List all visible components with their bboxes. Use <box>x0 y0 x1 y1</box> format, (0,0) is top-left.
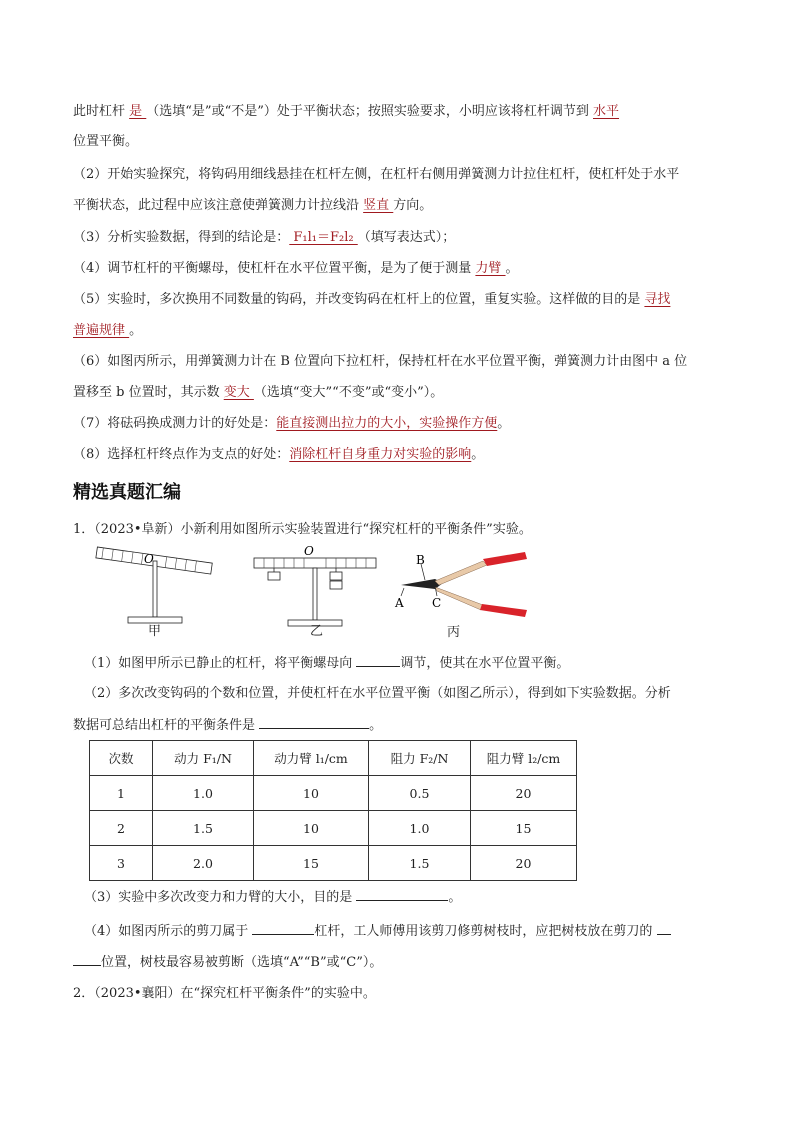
q1-s2a: （2）多次改变钩码的个数和位置，并使杠杆在水平位置平衡（如图乙所示），得到如下实验数据。分析 <box>84 686 671 701</box>
text: （4）调节杠杆的平衡螺母，使杠杆在水平位置平衡，是为了便于测量 <box>73 261 476 276</box>
answer-bigger: 变大 <box>223 385 254 400</box>
table-cell: 3 <box>90 846 153 881</box>
text: 。 <box>497 416 511 431</box>
line-6 <box>73 260 519 278</box>
caption-yi: 乙 <box>310 624 324 639</box>
answer-blank[interactable] <box>259 716 369 729</box>
line-3 <box>73 166 679 184</box>
table-cell: 1.0 <box>369 811 471 846</box>
text: （7）将砝码换成测力计的好处是： <box>73 416 277 431</box>
table-header: 阻力 F₂/N <box>369 741 471 776</box>
label-B: B <box>416 553 425 567</box>
text: 。 <box>448 890 462 905</box>
line-7 <box>73 291 670 309</box>
text: 。 <box>505 261 519 276</box>
line-8 <box>73 322 142 340</box>
table-row <box>90 846 577 881</box>
text: （3）分析实验数据，得到的结论是： <box>73 230 290 245</box>
q1-s3 <box>84 888 461 907</box>
line-2 <box>73 133 138 151</box>
answer-formula: F₁l₁＝F₂l₂ <box>289 230 358 245</box>
answer-vertical: 竖直 <box>363 198 394 213</box>
text: （填写表达式）； <box>357 230 456 245</box>
text: （5）实验时，多次换用不同数量的钩码，并改变钩码在杠杆上的位置，重复实验。这样做的目的是 <box>73 292 645 307</box>
answer-1: 是 <box>129 104 147 119</box>
grip-upper <box>483 552 527 566</box>
table-cell: 10 <box>254 776 369 811</box>
table-cell: 15 <box>254 846 369 881</box>
figure-bing <box>395 555 535 620</box>
text: 位置平衡。 <box>73 134 139 149</box>
weight-left <box>268 572 280 580</box>
label-O: O <box>304 544 314 558</box>
table-cell: 0.5 <box>369 776 471 811</box>
answer-arm: 力臂 <box>475 261 506 276</box>
stand-pole <box>153 561 157 617</box>
q1-s4a <box>84 922 671 941</box>
text: 位置，树枝最容易被剪断（选填“A”“B”或“C”）。 <box>101 955 383 970</box>
answer-blank[interactable] <box>356 654 400 667</box>
text: 。 <box>471 447 485 462</box>
grip-lower <box>480 604 527 617</box>
line-11 <box>73 415 510 433</box>
stand-pole <box>313 568 317 620</box>
table-header: 动力臂 l₁/cm <box>254 741 369 776</box>
q1-s2b <box>73 716 382 735</box>
answer-blank[interactable] <box>657 922 671 935</box>
text: 。 <box>369 718 383 733</box>
table-cell: 1.5 <box>369 846 471 881</box>
data-table <box>89 740 577 881</box>
table-cell: 2 <box>90 811 153 846</box>
handle-upper <box>435 561 487 585</box>
weight-right-2 <box>330 581 342 589</box>
q2-intro: 2．（2023•襄阳）在“探究杠杆平衡条件”的实验中。 <box>73 986 376 1001</box>
text: （选填“变大”“不变”或“变小”）。 <box>253 385 444 400</box>
table-cell: 2.0 <box>153 846 254 881</box>
table-header: 次数 <box>90 741 153 776</box>
answer-blank[interactable] <box>252 922 314 935</box>
table-cell: 20 <box>471 776 577 811</box>
caption-bing: 丙 <box>447 625 461 640</box>
answer-2: 水平 <box>593 104 620 119</box>
text: （6）如图丙所示，用弹簧测力计在 B 位置向下拉杠杆，保持杠杆在水平位置平衡，弹簧测力计由图中 a 位 <box>73 354 688 369</box>
weight-right-1 <box>330 572 342 580</box>
table-row <box>90 776 577 811</box>
answer-rule: 普遍规律 <box>73 323 130 338</box>
line-5 <box>73 229 455 247</box>
q1-intro: 1．（2023•阜新）小新利用如图所示实验装置进行“探究杠杆的平衡条件”实验。 <box>73 522 532 537</box>
answer-blank[interactable] <box>356 888 448 901</box>
text: 置移至 b 位置时，其示数 <box>73 385 224 400</box>
line-12 <box>73 446 484 464</box>
text: 平衡状态，此过程中应该注意使弹簧测力计拉线沿 <box>73 198 364 213</box>
text: （8）选择杠杆终点作为支点的好处： <box>73 447 290 462</box>
text: （4）如图丙所示的剪刀属于 <box>84 924 253 939</box>
label-O: O <box>144 552 154 566</box>
table-cell: 1 <box>90 776 153 811</box>
text: （2）开始实验探究，将钩码用细线悬挂在杠杆左侧，在杠杆右侧用弹簧测力计拉住杠杆，使杠杆处于水平 <box>73 167 680 182</box>
caption-jia: 甲 <box>148 624 162 639</box>
line-1 <box>73 103 619 121</box>
answer-pivot: 消除杠杆自身重力对实验的影响 <box>289 447 472 462</box>
text: （选填“是”或“不是”）处于平衡状态；按照实验要求，小明应该将杠杆调节到 <box>146 104 593 119</box>
table-header-row <box>90 741 577 776</box>
text: 调节，使其在水平位置平衡。 <box>400 656 570 671</box>
answer-benefit: 能直接测出拉力的大小，实验操作方便 <box>276 416 498 431</box>
label-C: C <box>432 596 442 610</box>
label-A: A <box>395 596 404 610</box>
line-9 <box>73 353 687 371</box>
table-cell: 1.5 <box>153 811 254 846</box>
text: 。 <box>129 323 143 338</box>
table-header: 动力 F₁/N <box>153 741 254 776</box>
line-4 <box>73 197 432 215</box>
line-10 <box>73 384 443 402</box>
q1-s1 <box>84 654 569 673</box>
answer-blank[interactable] <box>73 953 101 966</box>
answer-seek: 寻找 <box>644 292 671 307</box>
handle-lower <box>435 587 483 610</box>
table-cell: 1.0 <box>153 776 254 811</box>
text: （3）实验中多次改变力和力臂的大小，目的是 <box>84 890 357 905</box>
table-cell: 15 <box>471 811 577 846</box>
text: 方向。 <box>393 198 433 213</box>
table-cell: 10 <box>254 811 369 846</box>
text: 杠杆，工人师傅用该剪刀修剪树枝时，应把树枝放在剪刀的 <box>314 924 657 939</box>
level-lever <box>254 558 376 568</box>
table-row <box>90 811 577 846</box>
q1-s4b <box>73 953 382 972</box>
table-header: 阻力臂 l₂/cm <box>471 741 577 776</box>
table-cell: 20 <box>471 846 577 881</box>
text: 数据可总结出杠杆的平衡条件是 <box>73 718 260 733</box>
text: （1）如图甲所示已静止的杠杆，将平衡螺母向 <box>84 656 357 671</box>
section-heading: 精选真题汇编 <box>73 482 181 503</box>
text: 此时杠杆 <box>73 104 130 119</box>
